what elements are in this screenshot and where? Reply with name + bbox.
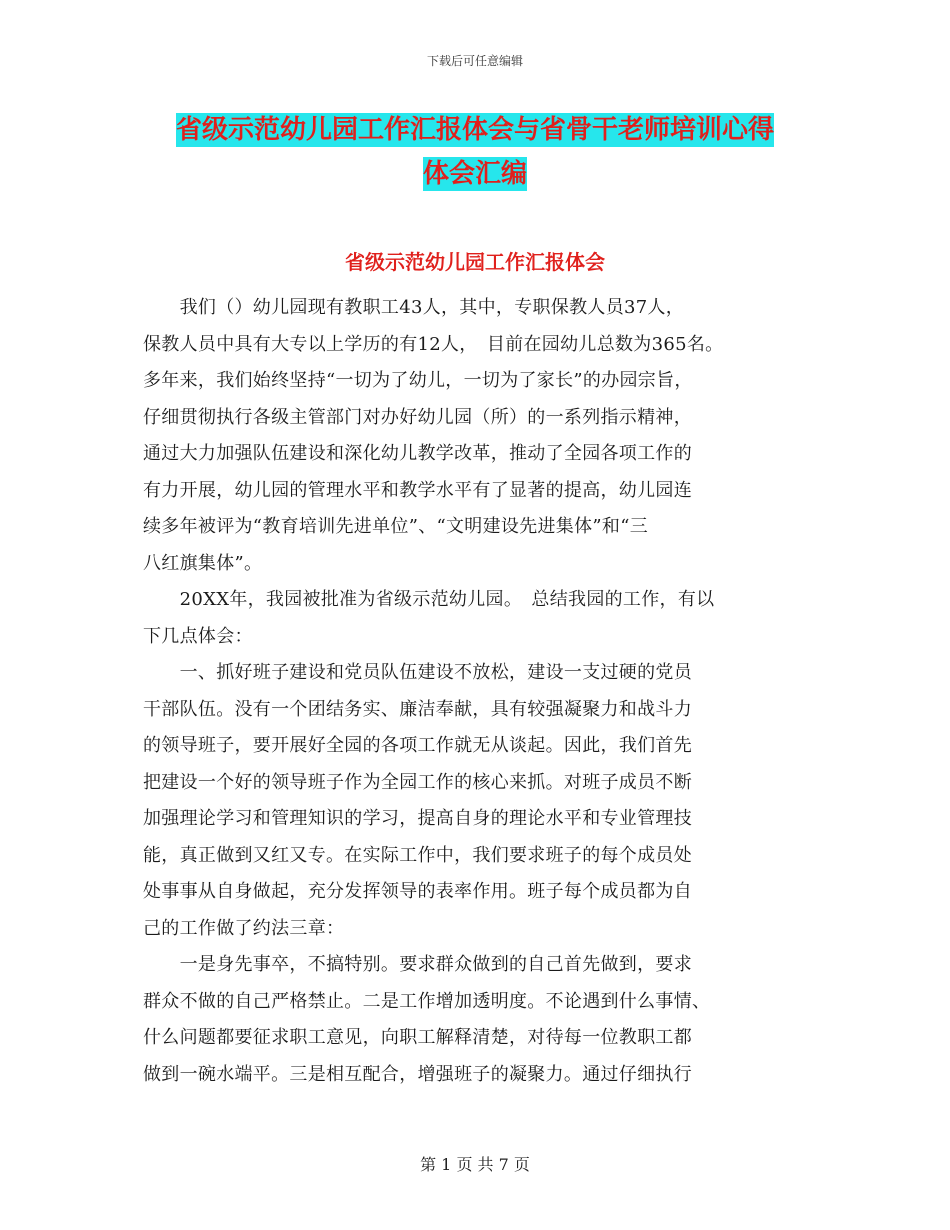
body-line: 续多年被评为“教育培训先进单位”、“文明建设先进集体”和“三 xyxy=(143,516,649,537)
page-footer: 第 1 页 共 7 页 xyxy=(420,1155,530,1174)
body-line: 己的工作做了约法三章： xyxy=(143,917,345,939)
body-line: 做到一碗水端平。三是相互配合，增强班子的凝聚力。通过仔细执行 xyxy=(143,1063,692,1085)
body-line: 能，真正做到又红又专。在实际工作中，我们要求班子的每个成员处 xyxy=(143,844,692,866)
body-line: 把建设一个好的领导班子作为全园工作的核心来抓。对班子成员不断 xyxy=(143,771,692,793)
header-note: 下载后可任意编辑 xyxy=(426,54,523,68)
body-line: 下几点体会： xyxy=(143,625,253,647)
document-title xyxy=(0,108,950,196)
body-line: 我们（）幼儿园现有教职工43人，其中，专职保教人员37人， xyxy=(143,297,685,318)
body-line: 通过大力加强队伍建设和深化幼儿教学改革，推动了全园各项工作的 xyxy=(143,443,692,464)
body-line: 处事事从自身做起，充分发挥领导的表率作用。班子每个成员都为自 xyxy=(143,881,692,902)
title-line-1: 省级示范幼儿园工作汇报体会与省骨干老师培训心得 xyxy=(175,115,774,145)
body-text xyxy=(143,290,833,1093)
body-line: 一、抓好班子建设和党员队伍建设不放松，建设一支过硬的党员 xyxy=(143,662,692,683)
section-title: 省级示范幼儿园工作汇报体会 xyxy=(345,250,605,274)
body-line: 什么问题都要征求职工意见，向职工解释清楚，对待每一位教职工都 xyxy=(143,1027,692,1048)
body-line: 的领导班子，要开展好全园的各项工作就无从谈起。因此，我们首先 xyxy=(143,735,692,756)
title-line-2: 体会汇编 xyxy=(422,159,527,189)
body-line: 20XX年，我园被批准为省级示范幼儿园。 总结我园的工作，有以 xyxy=(143,589,715,610)
body-line: 加强理论学习和管理知识的学习，提高自身的理论水平和专业管理技 xyxy=(143,808,692,829)
body-line: 一是身先事卒，不搞特别。要求群众做到的自己首先做到，要求 xyxy=(143,954,692,975)
body-line: 有力开展，幼儿园的管理水平和教学水平有了显著的提高，幼儿园连 xyxy=(143,479,692,501)
body-line: 仔细贯彻执行各级主管部门对办好幼儿园（所）的一系列指示精神， xyxy=(143,406,692,428)
body-line: 多年来，我们始终坚持“一切为了幼儿，一切为了家长”的办园宗旨， xyxy=(143,370,693,391)
body-line: 干部队伍。没有一个团结务实、廉洁奉献，具有较强凝聚力和战斗力 xyxy=(143,698,692,720)
body-line: 群众不做的自己严格禁止。二是工作增加透明度。不论遇到什么事情、 xyxy=(143,990,711,1012)
body-line: 保教人员中具有大专以上学历的有12人， 目前在园幼儿总数为365名。 xyxy=(143,333,724,355)
body-line: 八红旗集体”。 xyxy=(143,552,263,574)
